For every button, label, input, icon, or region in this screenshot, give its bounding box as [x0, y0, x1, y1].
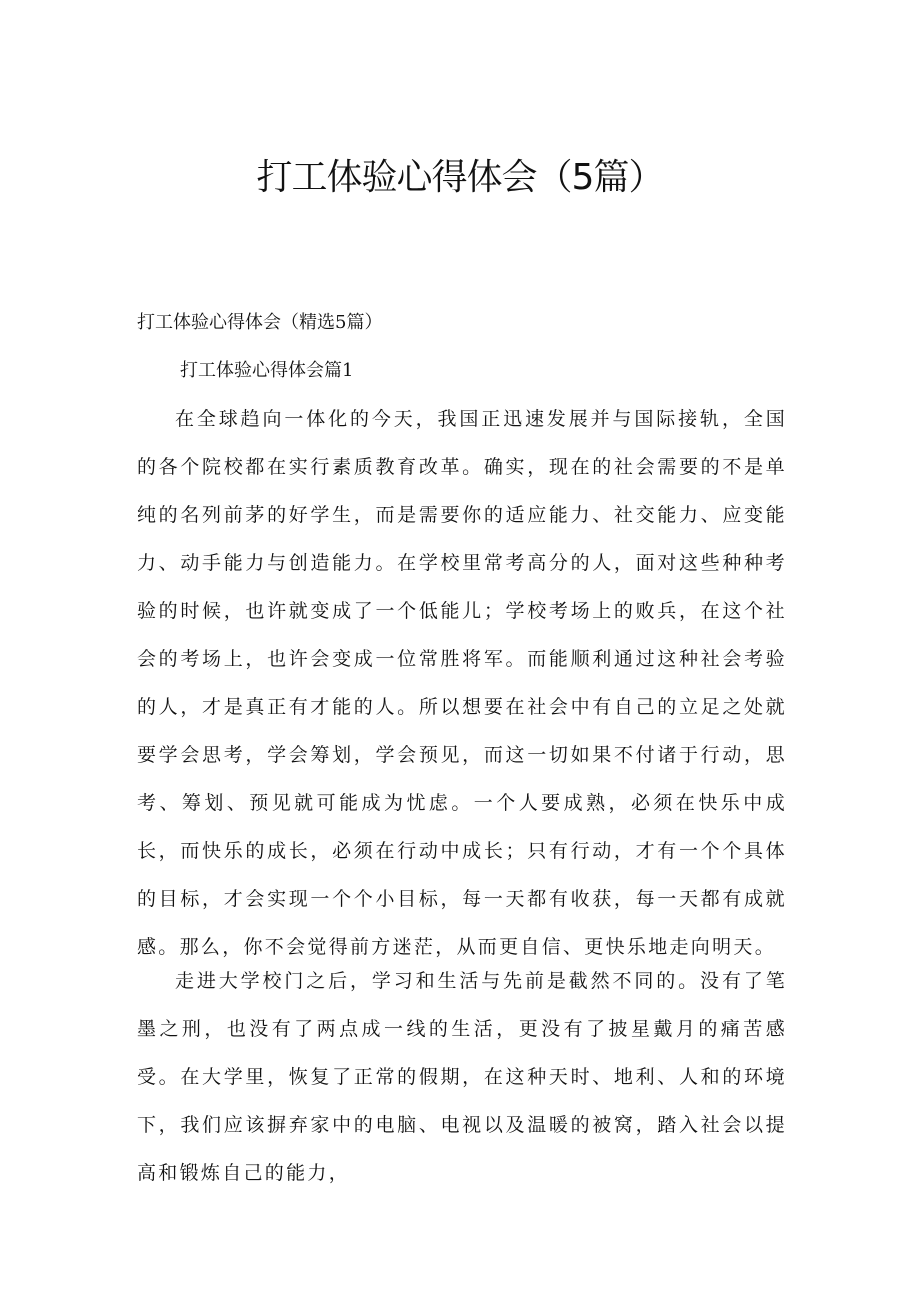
body-paragraph: 在全球趋向一体化的今天，我国正迅速发展并与国际接轨，全国的各个院校都在实行素质教育改革。确实，现在的社会需要的不是单纯的名列前茅的好学生，而是需要你的适应能力、社交能力、应变能力、动手能力与创造能力。在学校里常考高分的人，面对这些种种考验的时候，也许就变成了一个低能儿；学校考场上的败兵，在这个社会的考场上，也许会变成一位常胜将军。而能顺利通过这种社会考验的人，才是真正有才能的人。所以想要在社会中有自己的立足之处就要学会思考，学会筹划，学会预见，而这一切如果不付诸于行动，思考、筹划、预见就可能成为忧虑。一个人要成熟，必须在快乐中成长，而快乐的成长，必须在行动中成长；只有行动，才有一个个具体的目标，才会实现一个个小目标，每一天都有收获，每一天都有成就感。那么，你不会觉得前方迷茫，从而更自信、更快乐地走向明天。 [137, 408, 787, 958]
body-paragraph: 走进大学校门之后，学习和生活与先前是截然不同的。没有了笔墨之刑，也没有了两点成一线的生活，更没有了披星戴月的痛苦感受。在大学里，恢复了正常的假期，在这种天时、地利、人和的环境下，我们应该摒弃家中的电脑、电视以及温暖的被窝，踏入社会以提高和锻炼自己的能力， [137, 970, 787, 1184]
section-heading: 打工体验心得体会篇1 [180, 360, 354, 381]
document-subtitle: 打工体验心得体会（精选5篇） [137, 312, 383, 333]
document-title: 打工体验心得体会（5篇） [256, 157, 664, 198]
